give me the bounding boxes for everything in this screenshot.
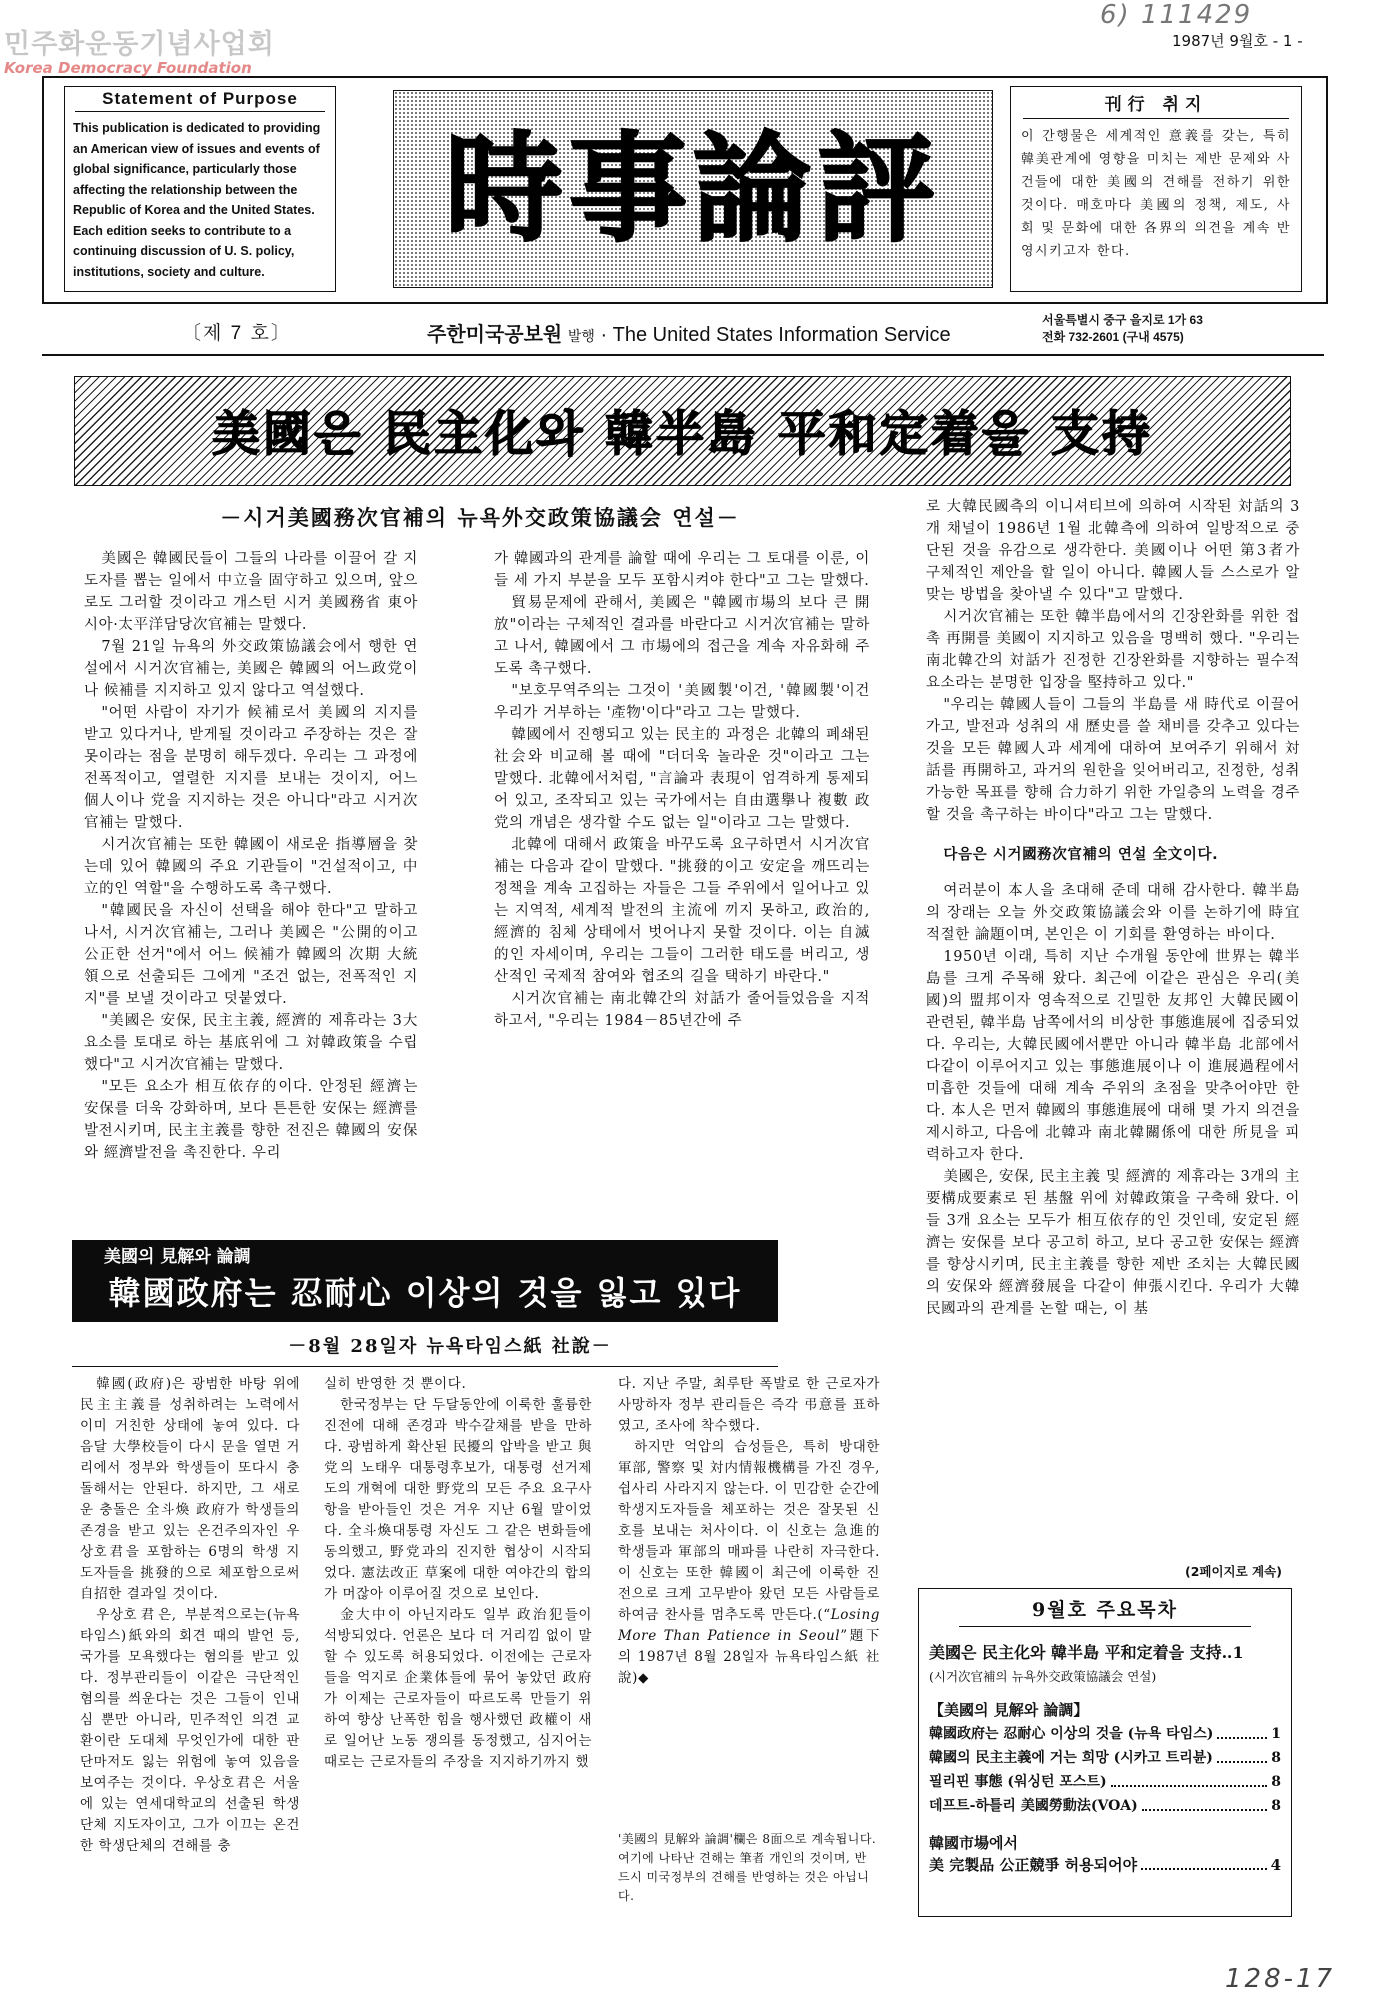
paragraph-text: 하지만 억압의 습성들은, 특히 방대한 軍部, 警察 및 対内情報機構를 가진 경우, 쉽사리 사라지지 않는다. 이 민감한 순간에 학생지도자들을 체포하는 것은 잘못된 신호를 보내는 처사이다. 이 신호는 急進的 학생들과 軍部의 매파를 나란히 자극한다. 이 신호는 또한 韓國이 최근에 이룩한 진전으로 크게 고무받아 왔던 모든 사람들로 하여금 찬사를 멈추도록 만든다. (618, 1439, 880, 1623)
publisher-korean: 주한미국공보원 (427, 324, 563, 346)
purpose-title: Statement of Purpose (75, 87, 325, 112)
paragraph: 시거次官補는 또한 韓國이 새로운 指導層을 찾는데 있어 韓國의 주요 기관들이 "건설적이고, 中立的인 역할"을 수행하도록 촉구했다. (84, 837, 418, 897)
toc-lead-subtitle: (시거次官補의 뉴욕外交政策協議会 연설) (929, 1669, 1157, 1684)
divider (72, 1366, 778, 1367)
paper-title-block (393, 90, 993, 288)
paragraph: 1950년 이래, 특히 지난 수개월 동안에 世界는 韓半島를 크게 주목해 왔다. 최근에 이같은 관심은 우리(美國)의 盟邦이자 영속적으로 긴밀한 友邦인 大韓民國이 관련된, 韓半島 남쪽에서의 비상한 事態進展에 집중되었다. 우리는, 大韓民國에서뿐만 아니라 韓半島 北部에서 다같이 이루어지고 있는 事態進展이나 이 進展過程에서 미흡한 것들에 대해 계속 주위의 초점을 맞추어야만 한다. 本人은 먼저 韓國의 事態進展에 대해 몇 가지 의견을 제시하고, 다음에 北韓과 南北韓關係에 대한 所見을 피력하고자 한다. (926, 949, 1300, 1163)
main-subheadline: －시거美國務次官補의 뉴욕外交政策協議会 연설－ (220, 505, 740, 530)
publisher (427, 318, 951, 347)
paragraph: "모든 요소가 相互依存的이다. 안정된 經濟는 安保를 더욱 강화하며, 보다 튼튼한 安保는 經濟를 발전시키며, 民主主義를 향한 전진은 韓國의 安保와 經濟발전을 촉진한다. 우리 (84, 1079, 418, 1161)
archive-watermark (4, 22, 275, 77)
handwritten-note-bottom: 128-17 (1225, 1964, 1336, 1994)
paragraph: 金大中이 아닌지라도 일부 政治犯들이 석방되었다. 언론은 보다 더 거리낌 없이 말할 수 있도록 허용되었다. 이전에는 근로자들을 억지로 企業体들에 묶어 놓았던 政府가 이제는 근로자들이 따르도록 만들기 위하여 향상 난폭한 힘을 행사했던 政權이 새로 일어난 노동 쟁의를 동정했고, 심지어는 때로는 근로자들의 주장을 지지하기까지 했 (324, 1607, 592, 1770)
editorial-kicker: 美國의 見解와 論調 (104, 1247, 251, 1267)
toc-item[interactable] (929, 1746, 1281, 1770)
toc-last-item-line1: 韓國市場에서 (929, 1834, 1018, 1852)
toc-item-page: 8 (1271, 1750, 1281, 1766)
intent-title: 刊行 취지 (1023, 87, 1289, 119)
toc-item[interactable] (929, 1722, 1281, 1746)
editorial-column-3 (618, 1374, 880, 1689)
editorial-header (72, 1240, 778, 1322)
fulltext-intro: 다음은 시거國務次官補의 연설 全文이다. (943, 847, 1219, 863)
watermark-korean: 민주화운동기념사업회 (4, 29, 275, 60)
purpose-text: This publication is dedicated to providing an American view of issues and events of global significance, particularly those affecting the relationship between the Republic of Korea and the United States. Each edition seeks to contribute to a continuing discussion of U. S. policy, institutions, society and culture. (73, 121, 321, 279)
publication-bar (42, 306, 1324, 356)
intent-text: 이 간행물은 세계적인 意義를 갖는, 특히 韓美관계에 영향을 미치는 제반 문제와 사건들에 대한 美國의 견해를 전하기 위한 것이다. 매호마다 美國의 정책, 제도, 사회 및 문화에 대한 各界의 의견을 계속 반영시키고자 한다. (1021, 129, 1291, 259)
paragraph: 우상호君은, 부분적으로는(뉴욕 타임스)紙와의 회견 때의 발언 등, 국가를 모욕했다는 혐의를 받고 있다. 정부관리들이 이같은 극단적인 혐의를 씌운다는 것은 그들이 인내심 뿐만 아니라, 민주적인 의견 교환이란 도대체 무엇인가에 대한 판단마저도 잃는 위험에 놓여 있음을 보여주는 것이다. 우상호君은 서울에 있는 연세대학교의 선출된 학생단체 지도자이고, 그가 이끄는 온건한 학생단체의 견해를 충 (80, 1607, 300, 1854)
main-headline: 美國은 民主化와 韓半島 平和定着을 支持 (212, 406, 1153, 462)
paragraph: 7월 21일 뉴욕의 外交政策協議会에서 행한 연설에서 시거次官補는, 美國은 韓國의 어느政党이나 候補를 지지하고 있지 않다고 역설했다. (84, 639, 418, 699)
paragraph: 여러분이 本人을 초대해 준데 대해 감사한다. 韓半島의 장래는 오늘 外交政策協議会와 이를 논하기에 時宜 적절한 論題이며, 본인은 이 기회를 환영하는 바이다. (926, 883, 1300, 943)
toc-item-page: 8 (1271, 1774, 1281, 1790)
toc-item-page: 4 (1270, 1856, 1281, 1874)
continued-note: (2페이지로 계속) (1185, 1564, 1282, 1579)
paragraph: 美國은 韓國民들이 그들의 나라를 이끌어 갈 지도자를 뽑는 일에서 中立을 固守하고 있으며, 앞으로도 그러할 것이라고 개스턴 시거 美國務省 東아시아·太平洋담당次官補는 말했다. (84, 551, 418, 633)
publisher-verb: 발행 (567, 328, 595, 344)
toc-title: 9월호 주요목차 (959, 1595, 1251, 1627)
paragraph: "美國은 安保, 民主主義, 經濟的 제휴라는 3大 요소를 토대로 하는 基底위에 그 対韓政策을 수립했다"고 시거次官補는 말했다. (84, 1013, 418, 1073)
english-title: Losing More Than Patience in Seoul (618, 1607, 880, 1644)
paragraph: 시거次官補는 또한 韓半島에서의 긴장완화를 위한 접촉 再開를 美國이 지지하고 있음을 명백히 했다. "우리는 南北韓간의 対話가 진정한 긴장완화를 지향하는 필수적 요소라는 분명한 입장을 堅持하고 있다." (926, 609, 1300, 691)
paragraph: 美國은, 安保, 民主主義 및 經濟的 제휴라는 3개의 主要構成要素로 된 基盤 위에 対韓政策을 구축해 왔다. 이들 3개 요소는 모두가 相互依存的인 것인데, 安定된 經濟는 安保를 보다 공고히 하고, 보다 공고한 安保는 經濟를 향상시키며, 民主主義를 향한 제반 조치는 大韓民國의 安保와 經濟發展을 다같이 伸張시킨다. 우리가 大韓民國과의 관계를 논할 때는, 이 基 (926, 1169, 1300, 1317)
toc-item-label: 韓國의 民主主義에 거는 희망 (시카고 트리뷴) (929, 1750, 1213, 1766)
toc-item-label: 데프트-하틀리 美國勞動法(VOA) (929, 1798, 1138, 1814)
paragraph: 로 大韓民國측의 이니셔티브에 의하여 시작된 対話의 3개 채널이 1986년 1월 北韓측에 의하여 일방적으로 중단된 것을 유감으로 생각한다. 美國이나 어떤 第3者가 구체적인 제안을 할 일이 아니다. 韓國人들 스스로가 알맞는 방법을 찾아낼 수 있다"고 말했다. (926, 499, 1300, 603)
issue-number: 〔제 7 호〕 (182, 323, 292, 344)
toc-lead-title: 美國은 民主化와 韓半島 平和定着을 支持‥ (929, 1643, 1233, 1662)
statement-of-purpose (64, 86, 336, 292)
publisher-english: · The United States Information Service (600, 324, 951, 346)
paragraph: "우리는 韓國人들이 그들의 半島를 새 時代로 이끌어가고, 발전과 성취의 새 歷史를 쓸 채비를 갖추고 있다는 것을 모든 韓國人과 세계에 대하여 보여주기 위해서 対話를 再開하고, 과거의 원한을 잊어버리고, 진정한, 성취 가능한 목표를 향해 合力하기 위한 가일층의 노력을 경주할 것을 촉구하는 바이다"라고 그는 말했다. (926, 697, 1300, 823)
toc-item-page: 1 (1271, 1726, 1281, 1742)
paragraph: "보호무역주의는 그것이 '美國製'이건, '韓國製'이건 우리가 거부하는 '產物'이다"라고 그는 말했다. (494, 683, 870, 721)
toc-lead-item[interactable] (929, 1641, 1281, 1665)
paragraph: 다. 지난 주말, 최루탄 폭발로 한 근로자가 사망하자 정부 관리들은 즉각 弔意를 표하였고, 조사에 착수했다. (618, 1376, 880, 1434)
paragraph: 北韓에 대해서 政策을 바꾸도록 요구하면서 시거次官補는 다음과 같이 말했다. "挑發的이고 安定을 깨뜨리는 정책을 계속 고집하는 자들은 그들 주위에서 일어나고 있는 지역적, 세계적 발전의 主流에 끼지 못하고, 政治的, 經濟的 침체 상태에서 벗어나지 못할 것이다. 이는 自滅的인 자세이며, 우리는 그들이 그러한 태도를 버리고, 생산적인 국제적 참여와 협조의 길을 택하기 바란다." (494, 837, 870, 985)
editorial-subheadline: －8월 28일자 뉴욕타임스紙 社說－ (288, 1336, 612, 1357)
paragraph: 시거次官補는 南北韓간의 対話가 줄어들었음을 지적하고서, "우리는 1984－85년간에 주 (494, 991, 870, 1029)
toc-item-label: 필리핀 事態 (워싱턴 포스트) (929, 1774, 1107, 1790)
paragraph: 韓國(政府)은 광범한 바탕 위에 民主主義를 성취하려는 노력에서 이미 거친한 상태에 놓여 있다. 다음달 大學校들이 다시 문을 열면 거리에서 정부와 학생들이 또다시 충돌해서는 안된다. 하지만, 그 새로운 충돌은 全斗煥 政府가 학생들의 존경을 받고 있는 온건주의자인 우상호君을 포함하는 6명의 학생 지도자들을 挑發的으로 체포함으로써 自招한 결과일 것이다. (80, 1376, 300, 1602)
toc-item[interactable] (929, 1770, 1281, 1794)
paragraph: 하지만 억압의 습성들은, 특히 방대한 軍部, 警察 및 対内情報機構를 가진 경우, 쉽사리 사라지지 않는다. 이 민감한 순간에 학생지도자들을 체포하는 것은 잘못된 신호를 보내는 처사이다. 이 신호는 急進的 학생들과 軍部의 매파를 나란히 자극한다. 이 신호는 또한 韓國이 최근에 이룩한 진전으로 크게 고무받아 왔던 모든 사람들로 하여금 찬사를 멈추도록 만든다.(“Losing More Than Patience in Seoul”題下의 1987년 8월 28일자 뉴욕타임스紙 社說)◆ (618, 1439, 880, 1686)
paragraph: 한국정부는 단 두달동안에 이룩한 훌륭한 진전에 대해 존경과 박수갈채를 받을 만하다. 광범하게 확산된 民擾의 압박을 받고 與党의 노태우 대통령후보가, 대통령 선거제도의 개혁에 대한 野党의 모든 주요 요구사항을 받아들인 것은 겨우 지난 6월 말이었다. 全斗煥대통령 자신도 그 같은 변화들에 동의했고, 野党과의 진지한 협상이 시작되었다. 憲法改正 草案에 대한 여야간의 합의가 머잖아 이루어질 것으로 보인다. (324, 1397, 592, 1602)
publisher-address (1042, 312, 1203, 346)
watermark-english: Korea Democracy Foundation (4, 59, 252, 77)
article-column-1 (84, 548, 418, 1164)
paper-title: 時事論評 (444, 119, 941, 258)
toc-item-page: 8 (1271, 1798, 1281, 1814)
main-headline-band (74, 376, 1291, 486)
toc-last-item-line2: 美 完製品 公正競爭 허용되어야 (929, 1856, 1138, 1874)
paragraph: 실히 반영한 것 뿐이다. (324, 1376, 467, 1392)
editorial-column-2 (324, 1374, 592, 1773)
editorial-footnote: '美國의 見解와 論調'欄은 8面으로 계속됩니다. 여기에 나타난 견해는 筆者 개인의 것이며, 반드시 미국정부의 견해를 반영하는 것은 아닙니다. (618, 1832, 877, 1903)
editorial-column-1 (80, 1374, 300, 1857)
address-line-1: 서울특별시 중구 을지로 1가 63 (1042, 313, 1203, 327)
toc-item-label: 韓國政府는 忍耐心 이상의 것을 (뉴욕 타임스) (929, 1726, 1214, 1742)
toc-item[interactable] (929, 1794, 1281, 1818)
paragraph: 韓國에서 진행되고 있는 民主的 과정은 北韓의 폐쇄된 社会와 비교해 볼 때에 "더더욱 놀라운 것"이라고 그는 말했다. 北韓에서처럼, "言論과 表現이 엄격하게 통제되어 있고, 조작되고 있는 국가에서는 自由選擧나 複數 政党의 개념은 생각할 수도 없는 일"이라고 그는 말했다. (494, 727, 870, 831)
article-column-2 (494, 548, 870, 1032)
toc-item[interactable] (929, 1853, 1281, 1877)
paragraph: "韓國民을 자신이 선택을 해야 한다"고 말하고 나서, 시거次官補는, 그러나 美國은 "公開的이고 公正한 선거"에서 어느 候補가 韓國의 次期 大統領으로 선출되든 그에게 "조건 없는, 전폭적인 지지"를 보낼 것이라고 덧붙였다. (84, 903, 418, 1007)
publication-intent (1010, 86, 1302, 292)
article-column-3 (926, 496, 1300, 1320)
issue-date: 1987년 9월호 - 1 - (1172, 32, 1303, 50)
handwritten-note-top: 6) 111429 (1100, 0, 1253, 30)
paragraph: 가 韓國과의 관계를 論할 때에 우리는 그 토대를 이룬, 이들 세 가지 부분을 모두 포함시켜야 한다"고 그는 말했다. (494, 551, 870, 589)
toc-section-heading: 【美國의 見解와 論調】 (929, 1701, 1089, 1719)
address-line-2: 전화 732-2601 (구내 4575) (1042, 330, 1184, 344)
paragraph: "어떤 사람이 자기가 候補로서 美國의 지지를 받고 있다거나, 받게될 것이라고 주장하는 것은 잘못이라는 점을 분명히 해두겠다. 우리는 그 과정에 전폭적이고, 열렬한 지지를 보내는 것이지, 어느 個人이나 党을 지지하는 것은 아니다"라고 시거次官補는 말했다. (84, 705, 418, 831)
toc-lead-page: 1 (1232, 1643, 1244, 1662)
table-of-contents (918, 1588, 1292, 1917)
editorial-headline: 韓國政府는 忍耐心 이상의 것을 잃고 있다 (108, 1274, 742, 1312)
paragraph-ending: 題下의 1987년 8월 28일자 뉴욕타임스紙 社說)◆ (618, 1628, 880, 1686)
paragraph: 貿易문제에 관해서, 美國은 "韓國市場의 보다 큰 開放"이라는 구체적인 결과를 바란다고 시거次官補는 말하고 나서, 韓國에서 그 市場에의 접근을 계속 자유화해 주도록 촉구했다. (494, 595, 870, 677)
